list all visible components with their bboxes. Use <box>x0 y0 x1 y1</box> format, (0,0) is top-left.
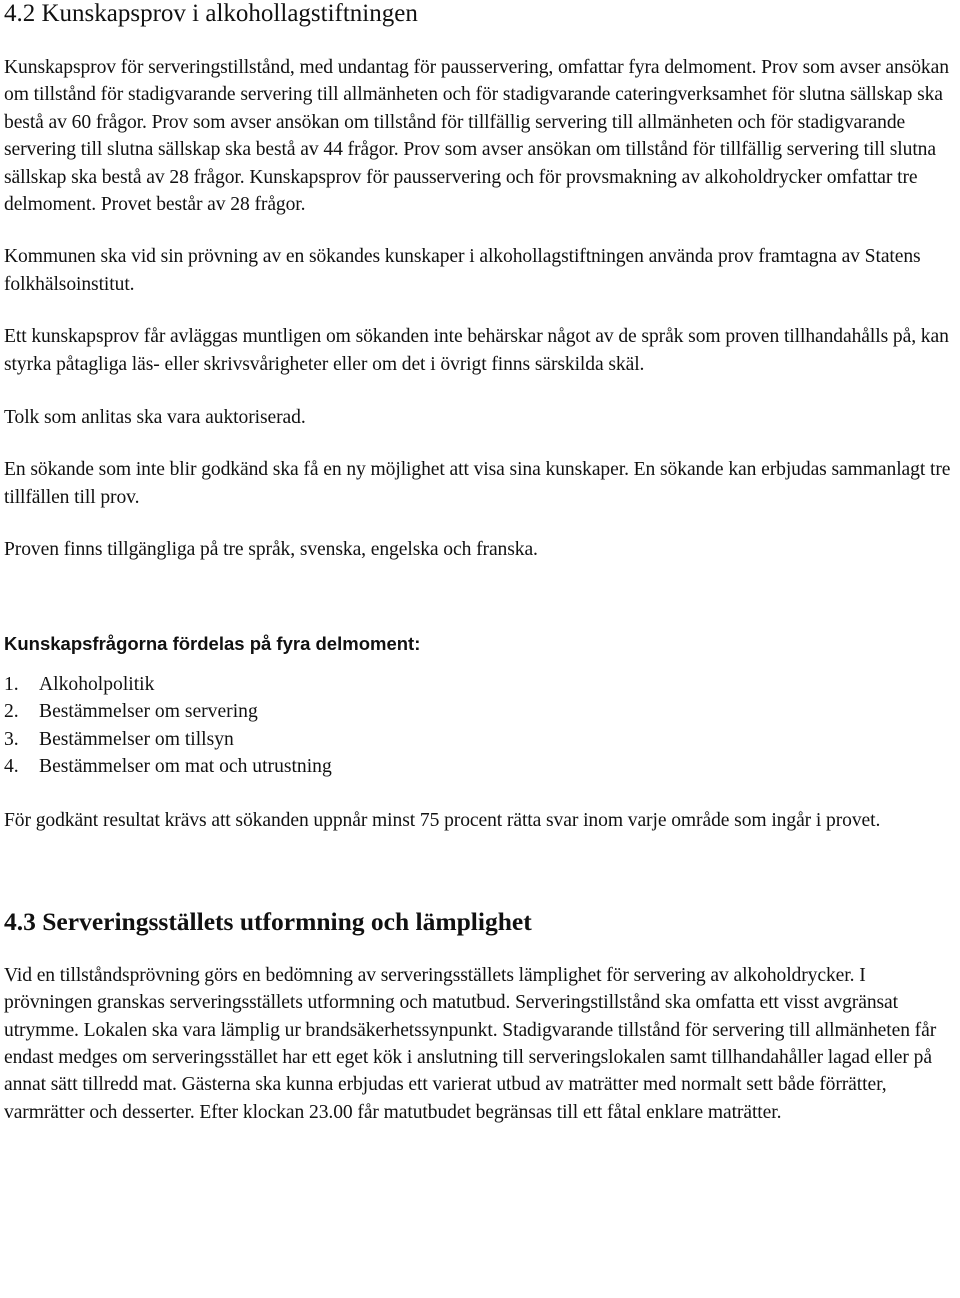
document-page <box>4 0 954 1126</box>
list-item <box>4 726 954 753</box>
list-item-label: Bestämmelser om mat och utrustning <box>39 755 332 777</box>
list-item-label: Bestämmelser om servering <box>39 701 258 723</box>
paragraph-oral-exam: Ett kunskapsprov får avläggas muntligen om sökanden inte behärskar något av de språk som proven tillhandahålls på, kan styrka påtagliga läs- eller skrivsvårigheter eller om det i övrigt finns särskilda skäl. <box>4 326 949 375</box>
list-item-number: 1. <box>4 673 19 695</box>
paragraph-retake: En sökande som inte blir godkänd ska få en ny möjlighet att visa sina kunskaper. En sökande kan erbjudas sammanlagt tre tillfällen till prov. <box>4 459 951 508</box>
topics-list <box>4 671 954 781</box>
topics-heading: Kunskapsfrågorna fördelas på fyra delmoment: <box>4 632 421 654</box>
paragraph-premises: Vid en tillståndsprövning görs en bedömning av serveringsställets lämplighet för servering av alkoholdrycker. I prövningen granskas serveringsställets utformning och matutbud. Serveringstillstånd ska omfatta ett visst avgränsat utrymme. Lokalen ska vara lämplig ur brandsäkerhetssynpunkt. Stadigvarande tillstånd för servering till allmänheten får endast medges om serveringsstället har ett eget kök i anslutning till serveringslokalen samt tillhandahåller lagad eller på annat sätt tillredd mat. Gästerna ska kunna erbjudas ett varierat utbud av maträtter med normalt sett både förrätter, varmrätter och desserter. Efter klockan 23.00 får matutbudet begränsas till ett fåtal enklare maträtter. <box>4 964 937 1123</box>
list-item-label: Alkoholpolitik <box>39 673 155 695</box>
list-item <box>4 753 954 780</box>
paragraph-interpreter: Tolk som anlitas ska vara auktoriserad. <box>4 407 306 429</box>
list-item-number: 3. <box>4 728 19 750</box>
paragraph-municipality-exam: Kommunen ska vid sin prövning av en sökandes kunskaper i alkohollagstiftningen använda prov framtagna av Statens folkhälsoinstitut. <box>4 246 921 295</box>
paragraph-exam-scope: Kunskapsprov för serveringstillstånd, med undantag för pausservering, omfattar fyra delmoment. Prov som avser ansökan om tillstånd för stadigvarande servering till allmänheten och för stadigvarande cateringverksamhet för slutna sällskap ska bestå av 60 frågor. Prov som avser ansökan om tillstånd för tillfällig servering till allmänheten och för stadigvarande servering till slutna sällskap ska bestå av 44 frågor. Prov som avser ansökan om tillstånd för tillfällig servering till slutna sällskap ska bestå av 28 frågor. Kunskapsprov för pausservering och för provsmakning av alkoholdrycker omfattar tre delmoment. Provet består av 28 frågor. <box>4 57 949 216</box>
section-heading-4-3: 4.3 Serveringsställets utformning och lämplighet <box>4 906 532 936</box>
list-item-label: Bestämmelser om tillsyn <box>39 728 234 750</box>
paragraph-pass-requirement: För godkänt resultat krävs att sökanden uppnår minst 75 procent rätta svar inom varje område som ingår i provet. <box>4 810 881 832</box>
section-heading-4-2: 4.2 Kunskapsprov i alkohollagstiftningen <box>4 0 418 27</box>
list-item-number: 2. <box>4 701 19 723</box>
list-item <box>4 698 954 725</box>
list-item-number: 4. <box>4 755 19 777</box>
paragraph-languages: Proven finns tillgängliga på tre språk, svenska, engelska och franska. <box>4 539 538 561</box>
list-item <box>4 671 954 698</box>
